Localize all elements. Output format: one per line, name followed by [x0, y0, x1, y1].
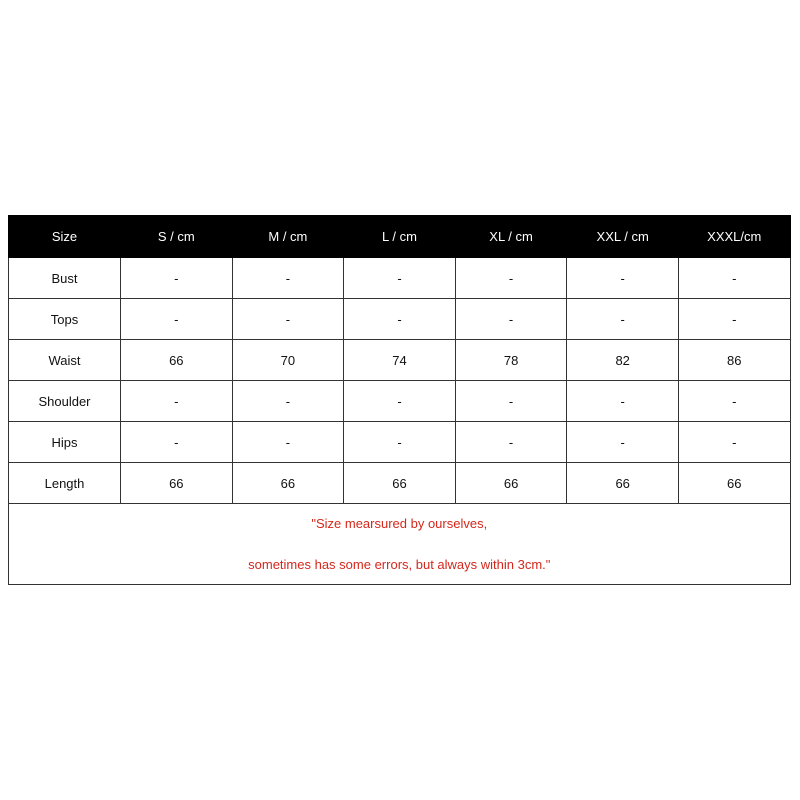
table-cell: - — [455, 381, 567, 422]
table-cell: 66 — [567, 463, 679, 504]
table-cell: - — [232, 258, 344, 299]
note-line-1: "Size mearsured by ourselves, — [311, 515, 488, 531]
table-cell: - — [567, 258, 679, 299]
table-cell: - — [232, 381, 344, 422]
row-label: Waist — [9, 340, 121, 381]
table-cell: - — [567, 381, 679, 422]
table-row-tops — [9, 299, 791, 340]
table-cell: - — [344, 258, 456, 299]
header-xl: XL / cm — [455, 216, 567, 258]
header-m: M / cm — [232, 216, 344, 258]
table-row-shoulder — [9, 381, 791, 422]
table-cell: 78 — [455, 340, 567, 381]
note-line-2: sometimes has some errors, but always within 3cm." — [248, 556, 551, 572]
table-cell: 66 — [121, 340, 233, 381]
table-cell: - — [567, 299, 679, 340]
table-cell: - — [678, 381, 790, 422]
header-row — [9, 216, 791, 258]
table-cell: - — [344, 381, 456, 422]
table-cell: - — [678, 299, 790, 340]
table-cell: 82 — [567, 340, 679, 381]
table-cell: - — [455, 422, 567, 463]
table-row-length — [9, 463, 791, 504]
table-cell: 66 — [121, 463, 233, 504]
header-size: Size — [9, 216, 121, 258]
header-xxxl: XXXL/cm — [678, 216, 790, 258]
table-cell: - — [678, 422, 790, 463]
table-cell: 66 — [678, 463, 790, 504]
table-cell: - — [121, 381, 233, 422]
table-cell: - — [455, 299, 567, 340]
measurement-note — [9, 504, 791, 585]
table-cell: - — [121, 422, 233, 463]
table-row-waist — [9, 340, 791, 381]
table-cell: - — [455, 258, 567, 299]
table-cell: - — [678, 258, 790, 299]
table-cell: 66 — [455, 463, 567, 504]
table-cell: - — [232, 422, 344, 463]
table-cell: - — [121, 258, 233, 299]
row-label: Bust — [9, 258, 121, 299]
table-cell: - — [567, 422, 679, 463]
table-cell: 66 — [232, 463, 344, 504]
header-s: S / cm — [121, 216, 233, 258]
note-row — [9, 504, 791, 585]
table-cell: - — [344, 299, 456, 340]
table-cell: - — [121, 299, 233, 340]
size-chart-table — [8, 215, 791, 585]
table-row-hips — [9, 422, 791, 463]
table-cell: 70 — [232, 340, 344, 381]
row-label: Shoulder — [9, 381, 121, 422]
table-cell: 86 — [678, 340, 790, 381]
row-label: Tops — [9, 299, 121, 340]
row-label: Length — [9, 463, 121, 504]
table-cell: 74 — [344, 340, 456, 381]
header-xxl: XXL / cm — [567, 216, 679, 258]
table-cell: - — [232, 299, 344, 340]
table-cell: - — [344, 422, 456, 463]
row-label: Hips — [9, 422, 121, 463]
table-cell: 66 — [344, 463, 456, 504]
header-l: L / cm — [344, 216, 456, 258]
table-row-bust — [9, 258, 791, 299]
